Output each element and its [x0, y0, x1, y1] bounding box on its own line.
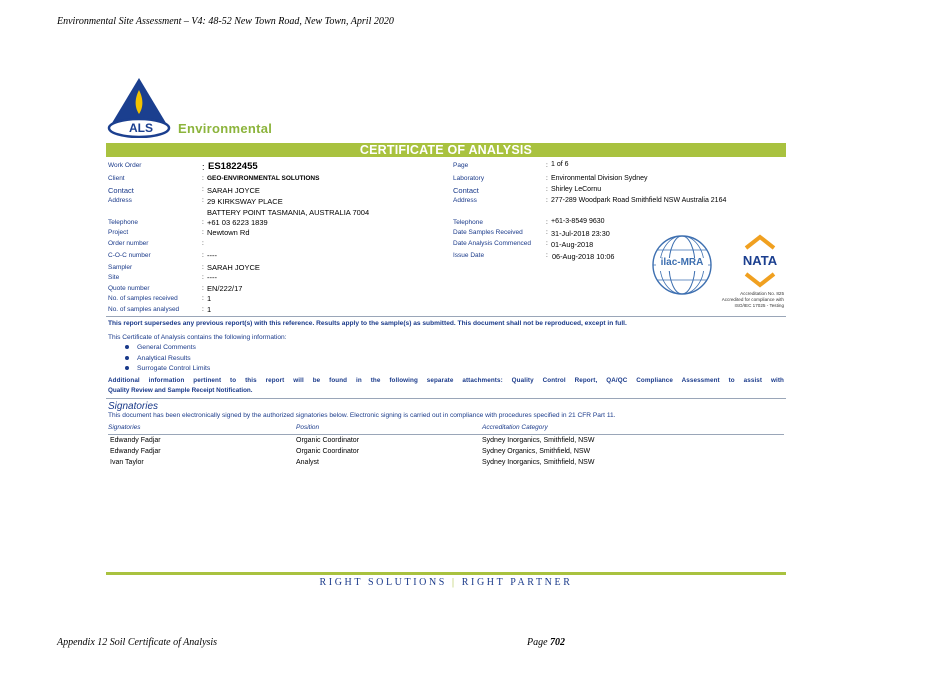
signatory-name: Edwandy Fadjar	[110, 448, 161, 455]
colon: :	[202, 162, 205, 172]
accreditation-text	[696, 291, 784, 309]
colon: :	[202, 285, 204, 292]
signatories-intro: This document has been electronically signed by the authorized signatories below. Electronic signing is carried out in compliance with procedures specified in 21 CFR Part 11.	[108, 412, 616, 419]
column-header-position: Position	[296, 424, 320, 431]
divider	[106, 316, 786, 317]
client-value: GEO-ENVIRONMENTAL SOLUTIONS	[207, 175, 320, 182]
list-item-text: Analytical Results	[137, 355, 191, 362]
date-commenced-value: 01-Aug-2018	[551, 240, 594, 249]
certificate-title: CERTIFICATE OF ANALYSIS	[106, 143, 786, 157]
colon: :	[202, 197, 204, 204]
contact-value: SARAH JOYCE	[207, 186, 260, 195]
signatory-category: Sydney Organics, Smithfield, NSW	[482, 448, 591, 455]
quote-number-value: EN/222/17	[207, 284, 243, 293]
bullet-icon	[125, 345, 129, 349]
colon: :	[546, 252, 548, 259]
list-item	[125, 355, 191, 362]
tagline-separator: |	[452, 577, 457, 588]
lab-contact-label: Contact	[453, 186, 479, 195]
samples-analysed-label: No. of samples analysed	[108, 306, 180, 313]
contact-label: Contact	[108, 186, 134, 195]
colon: :	[202, 219, 204, 226]
als-brand-text: ALS	[129, 121, 153, 135]
project-label: Project	[108, 229, 129, 236]
telephone-value: +61 03 6223 1839	[207, 218, 268, 227]
colon: :	[202, 274, 204, 281]
tagline	[106, 577, 786, 588]
work-order-value: ES1822455	[208, 161, 258, 172]
coc-number-label: C-O-C number	[108, 252, 151, 259]
samples-received-value: 1	[207, 294, 212, 303]
tagline-left: RIGHT SOLUTIONS	[319, 577, 447, 588]
signatory-category: Sydney Inorganics, Smithfield, NSW	[482, 437, 595, 444]
list-item-text: General Comments	[137, 344, 196, 351]
colon: :	[546, 197, 548, 204]
colon: :	[202, 240, 204, 247]
colon: :	[202, 295, 204, 302]
column-header-accreditation: Accreditation Category	[482, 424, 548, 431]
accreditation-compliance: Accredited for compliance with	[721, 297, 784, 302]
date-received-label: Date Samples Received	[453, 229, 523, 236]
divider	[108, 434, 784, 435]
page-label: Page	[453, 162, 469, 169]
footer-rule	[106, 572, 786, 575]
colon: :	[546, 240, 548, 247]
colon: :	[202, 252, 204, 259]
ilac-mra-text: ilac-MRA	[660, 257, 704, 268]
lab-address-label: Address	[453, 197, 477, 204]
signatory-position: Analyst	[296, 459, 319, 466]
signatory-category: Sydney Inorganics, Smithfield, NSW	[482, 459, 595, 466]
footer-page-number: 702	[550, 637, 566, 648]
nata-text: NATA	[742, 253, 778, 268]
quote-number-label: Quote number	[108, 285, 150, 292]
list-item	[125, 344, 196, 351]
coc-number-value: ----	[207, 251, 217, 260]
signatory-name: Edwandy Fadjar	[110, 437, 161, 444]
table-row	[110, 459, 144, 466]
document-header: Environmental Site Assessment – V4: 48-52 New Town Road, New Town, April 2020	[57, 16, 394, 27]
laboratory-label: Laboratory	[453, 175, 485, 182]
lab-telephone-label: Telephone	[453, 219, 483, 226]
colon: :	[202, 306, 204, 313]
colon: :	[202, 264, 204, 271]
client-label: Client	[108, 175, 125, 182]
colon: :	[546, 162, 548, 169]
work-order-label: Work Order	[108, 162, 142, 169]
list-item	[125, 365, 210, 372]
supersede-note: This report supersedes any previous report(s) with this reference. Results apply to the sample(s) as submitted. This document shall not be reproduced, except in full.	[108, 320, 627, 327]
address-line-1: 29 KIRKSWAY PLACE	[207, 197, 283, 206]
signatory-position: Organic Coordinator	[296, 448, 360, 455]
bullet-icon	[125, 366, 129, 370]
colon: :	[202, 229, 204, 236]
table-row	[110, 448, 161, 455]
table-row	[110, 437, 161, 444]
contains-note: This Certificate of Analysis contains the following information:	[108, 334, 287, 341]
divider	[106, 398, 786, 399]
samples-received-label: No. of samples received	[108, 295, 178, 302]
column-header-signatories: Signatories	[108, 424, 141, 431]
accreditation-number: Accreditation No. 825	[740, 291, 784, 296]
telephone-label: Telephone	[108, 219, 138, 226]
signatory-name: Ivan Taylor	[110, 459, 144, 466]
list-item-text: Surrogate Control Limits	[137, 365, 211, 372]
signatories-title: Signatories	[108, 401, 159, 412]
footer-page	[527, 637, 565, 648]
address-label: Address	[108, 197, 132, 204]
laboratory-value: Environmental Division Sydney	[551, 175, 648, 182]
colon: :	[202, 175, 204, 182]
project-value: Newtown Rd	[207, 228, 250, 237]
lab-contact-value: Shirley LeCornu	[551, 186, 602, 193]
address-line-2: BATTERY POINT TASMANIA, AUSTRALIA 7004	[207, 208, 370, 217]
site-label: Site	[108, 274, 120, 281]
order-number-label: Order number	[108, 240, 149, 247]
lab-address-value: 277-289 Woodpark Road Smithfield NSW Australia 2164	[551, 197, 727, 204]
issue-date-value: 06-Aug-2018 10:06	[552, 252, 615, 261]
signatory-position: Organic Coordinator	[296, 437, 360, 444]
additional-note-line-1: Additional information pertinent to this report will be found in the following separate attachments: Quality Control Report, QA/QC Compliance Assessment to assist with	[108, 377, 784, 384]
footer-appendix: Appendix 12 Soil Certificate of Analysis	[57, 637, 218, 648]
sampler-value: SARAH JOYCE	[207, 263, 260, 272]
additional-note-line-2: Quality Review and Sample Receipt Notification.	[108, 387, 253, 394]
bullet-icon	[125, 356, 129, 360]
site-value: ----	[207, 273, 217, 282]
date-received-value: 31-Jul-2018 23:30	[551, 229, 610, 238]
date-commenced-label: Date Analysis Commenced	[453, 240, 532, 247]
sampler-label: Sampler	[108, 264, 133, 271]
colon: :	[546, 219, 548, 226]
footer-page-label: Page	[527, 637, 548, 648]
colon: :	[546, 175, 548, 182]
colon: :	[202, 186, 204, 193]
environmental-wordmark: Environmental	[178, 121, 273, 136]
issue-date-label: Issue Date	[453, 252, 485, 259]
page-value: 1 of 6	[551, 161, 569, 168]
lab-telephone-value: +61-3-8549 9630	[551, 218, 605, 225]
colon: :	[546, 229, 548, 236]
colon: :	[546, 186, 548, 193]
samples-analysed-value: 1	[207, 305, 212, 314]
tagline-right: RIGHT PARTNER	[461, 577, 573, 588]
accreditation-standard: ISO/IEC 17025 - Testing	[734, 303, 784, 308]
